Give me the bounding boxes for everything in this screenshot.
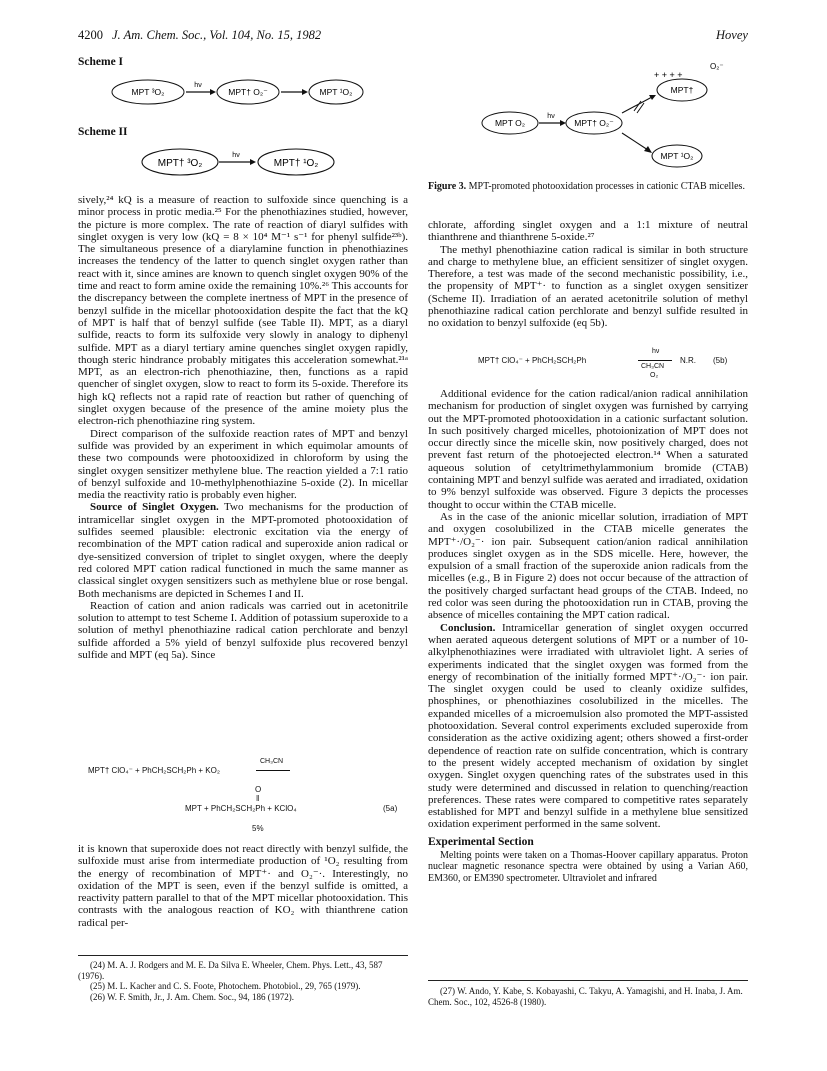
running-author: Hovey [716,28,748,42]
scheme-2-label: Scheme II [78,126,128,138]
left-paragraph-4: Reaction of cation and anion radicals was carried out in acetonitrile solution to attempt to test Scheme I. Addition of potassium superoxide to a solution of methyl phenothiazine radical cation perchlorate and benzyl sulfide afforded a 5% yield of benzyl sulfoxide plus recovered benzyl sulfide and MPT (eq 5a). Since [78,599,408,661]
figure-3-plus-charges: + + + + [654,70,683,80]
right-paragraph-4: As in the case of the anionic micellar solution, irradiation of MPT and oxygen cosolubilized in the CTAB micelle generates the MPT⁺·/O₂⁻· ion pair. Subsequent cation/anion radical annihilation produces singlet oxygen as in the SDS micelle. Here, however, the expulsion of a small fraction of the superoxide anion radicals from the micelles (e.g., B in Figure 2) does not occur because of the attraction of the positively charged surfactant head groups of the CTAB. Indeed, no red color was seen during the photooxidation run in CTAB, proving the absence of micelles containing the MPT cation radical. [428,510,748,622]
page-number: 4200 [78,28,103,42]
footnote-24: (24) M. A. J. Rodgers and M. E. Da Silva E. Wheeler, Chem. Phys. Lett., 43, 587 (1976). [78,960,383,981]
right-paragraph-1: chlorate, affording singlet oxygen and a 1:1 mixture of neutral thianthrene and thianthrene 5-oxide.²⁷ [428,219,748,244]
figure-3-left-node-text: MPT O₂ [494,118,526,128]
right-paragraph-5-heading: Conclusion. [440,621,496,634]
figure-3-caption-label: Figure 3. [428,181,467,192]
eq-5b-right: N.R. [680,356,696,365]
eq-5a-arrow [256,770,290,771]
footnote-26: (26) W. F. Smith, Jr., J. Am. Chem. Soc., 94, 186 (1972). [90,991,295,1002]
right-column-lower [428,388,748,884]
figure-3-top-node-text: MPT† [670,85,694,95]
scheme-1-node-2-text: MPT† O₂⁻ [228,87,268,97]
eq-5a-yield: 5% [252,824,264,833]
right-paragraph-5-text: Intramicellar generation of singlet oxygen occurred when aerated aqueous detergent solutions of MPT or a number of 10-alkylphenothiazines were irradiated with ultraviolet light. A series of experiments indicated that the singlet oxygen was formed from the energy of recombination of the initially formed MPT⁺·/O₂⁻· ion pair. The singlet oxygen could be used to cleanly oxidize sulfides, phosphines, or phenothiazines cosolubilized in the micelles. The expanded micelles of a microemulsion also promoted the MPT-assisted photooxidation. Several control experiments excluded superoxide from consideration as the active oxidizing agent; others showed a first-order dependence of reaction rate on sulfide concentration, which is contrary to the present widely accepted mechanism of oxidation by singlet oxygen. Singlet oxygen quenching rates of the substrates used in this study were determined and discussed in relation to quenching/reaction preferences. These rates were compared to competitive rates separately established for MPT and benzyl sulfide in a methylene blue sensitized oxidation experiment performed in the same solvent. [428,621,748,831]
eq-5b-top: hν [652,348,660,355]
eq-5a-number: (5a) [383,804,398,813]
footnote-25: (25) M. L. Kacher and C. S. Foote, Photochem. Photobiol., 29, 765 (1979). [90,981,361,992]
scheme-1-arrow-label: hν [194,82,202,89]
right-footnotes [428,986,748,1007]
right-paragraph-3: Additional evidence for the cation radical/anion radical annihilation mechanism for production of singlet oxygen was furnished by carrying out the MPT-promoted photooxidation in a cationic surfactant solution. In such positively charged micelles, photoionization of MPT does not occur directly since the micelle skin, now positively charged, does not prevent fast return of the photoejected electron.¹⁴ When a saturated aqueous solution of cetyltrimethylammonium bromide (CTAB) containing MPT and benzyl sulfide was aerated and irradiated, oxidation to 9% benzyl sulfoxide was observed. Figure 3 depicts the processes thought to occur within the CTAB micelle. [428,388,748,511]
figure-3-bottom-node-text: MPT ¹O₂ [660,151,694,161]
left-paragraph-3 [78,501,408,599]
left-paragraph-5: it is known that superoxide does not react directly with benzyl sulfide, the sulfoxide must arise from intermediate production of ¹O₂ resulting from the energy of recombination of MPT⁺· and O₂⁻·. Interestingly, no oxidation of the MPT is seen, even if the benzyl sulfide is omitted, a reactivity pattern parallel to that of the MPT micellar photooxidation. This contrasts with the analogous reaction of KO₂ with thianthrene cation radical per- [78,843,408,929]
journal-citation: J. Am. Chem. Soc., Vol. 104, No. 15, 1982 [112,28,322,42]
figure-3-arrow-label: hν [547,113,555,120]
eq-5b-bottom-1: CH₃CN [641,363,665,370]
eq-5b-left: MPT† ClO₄⁻ + PhCH₂SCH₂Ph [478,356,587,365]
eq-5a-double-bond: ‖ [256,794,260,803]
left-paragraph-1: sively,²⁴ kQ is a measure of reaction to sulfoxide since quenching is a minor process in protic media.²⁵ For the phenothiazines studied, however, the picture is more complex. The rate of reaction of diaryl sulfides with singlet oxygen is very low (kQ = 8 × 10⁴ M⁻¹ s⁻¹ for phenyl sulfide²³ᵇ). The simultaneous presence of a diarylamine function in phenothiazines increases the tendency of the latter to quench singlet oxygen rather than react with it, since amines are known to quench singlet oxygen 90% of the time and react to form amine oxide the remaining 10%.²⁶ This accounts for the discrepancy between the complete inertness of MPT in the presence of benzyl sulfide in the micellar photooxidation despite the fact that the kQ of MPT is half that of benzyl sulfide (see Table II). MPT, as a diaryl sulfide, reacts to form its sulfoxide very slowly in analogy to diphenyl sulfide. MPT as a diaryl tertiary amine quenches singlet oxygen rapidly, though steric hindrance probably mitigates this acceleration somewhat.²¹ᵃ MPT, as an electron-rich phenothiazine, then, functions as a rapid quencher of singlet oxygen, slow to react to form its 5-oxide. Therefore its high kQ reflects not a rapid rate of reaction but rather of quenching of singlet oxygen because of the presence of the amine moiety plus the electron-rich phenothiazine ring system. [78,194,408,428]
scheme-2-diagram [140,146,340,178]
right-paragraph-6: Melting points were taken on a Thomas-Hoover capillary apparatus. Proton nuclear magnetic resonance spectra were obtained by using a Varian A60, EM360, or EM390 spectrometer. Ultraviolet and infrared [428,849,748,884]
left-footnote-rule [78,955,408,956]
scheme-1-node-3-text: MPT ¹O₂ [319,87,353,97]
scheme-1-node-1-text: MPT ³O₂ [131,87,165,97]
left-column-upper [78,194,408,661]
left-footnotes [78,960,408,1002]
figure-3-caption-text: MPT-promoted photooxidation processes in cationic CTAB micelles. [468,181,745,192]
figure-3-caption [428,181,748,193]
eq-5b-arrow [638,360,672,361]
scheme-1-label: Scheme I [78,56,124,68]
scheme-1-diagram [110,76,370,108]
figure-3-mid-node-text: MPT† O₂⁻ [574,118,614,128]
left-paragraph-2: Direct comparison of the sulfoxide reaction rates of MPT and benzyl sulfide was provided by an experiment in which equimolar amounts of these two compounds were photooxidized in chloroform by using the singlet oxygen sensitizer methylene blue. The reaction yielded a 7:1 ratio of benzyl sulfoxide and 10-methylphenothiazine 5-oxide (2). In micellar media the reactivity ratio is probably even higher. [78,427,408,502]
figure-3-blocked-arrow [622,97,652,113]
left-paragraph-3-text: Two mechanisms for the production of intramicellar singlet oxygen in the MPT-promoted photooxidation of sulfides seemed plausible: electronic excitation via the energy of recombination of the MPT cation radical and superoxide anion radical or dye-sensitized conversion of triplet to singlet oxygen, where the deeply red colored MPT cation radical functioned in much the same manner as classical singlet oxygen sensitizers such as methylene blue or rose bengal. Both mechanisms are depicted in Schemes I and II. [78,501,409,600]
scheme-2-arrow-label: hν [232,152,240,159]
eq-5a-line-1: MPT† ClO₄⁻ + PhCH₂SCH₂Ph + KO₂ [88,766,220,775]
footnote-27: (27) W. Ando, Y. Kabe, S. Kobayashi, C. Takyu, A. Yamagishi, and H. Inaba, J. Am. Chem. Soc., 102, 4526-8 (1980). [428,986,743,1007]
eq-5b-bottom-2: O₂ [650,372,659,379]
experimental-section-heading: Experimental Section [428,835,534,848]
figure-3-o2-minus: O₂⁻ [710,62,724,71]
eq-5a-oxygen: O [255,785,262,794]
right-column-upper [428,219,748,330]
left-column-lower [78,843,408,929]
figure-3-down-arrow [622,133,648,150]
right-footnote-rule [428,980,748,981]
right-paragraph-5 [428,622,748,831]
scheme-2-node-1-text: MPT† ³O₂ [157,158,203,169]
eq-5a-condition: CH₃CN [260,758,284,765]
eq-5b-number: (5b) [713,356,728,365]
scheme-2-node-2-text: MPT† ¹O₂ [273,158,319,169]
eq-5a-line-2: MPT + PhCH₂SCH₂Ph + KClO₄ [185,804,297,813]
figure-3-diagram [476,56,756,176]
left-paragraph-3-heading: Source of Singlet Oxygen. [90,501,219,514]
right-paragraph-2: The methyl phenothiazine cation radical is similar in both structure and charge to methylene blue, an efficient sensitizer of singlet oxygen. Therefore, a test was made of the second mechanistic possibility, i.e., the propensity of MPT⁺· to function as a singlet oxygen sensitizer (Scheme II). Irradiation of an aerated acetonitrile solution of methyl phenothiazine radical cation perchlorate and benzyl sulfide resulted in no oxidation to benzyl sulfoxide (eq 5b). [428,243,748,330]
